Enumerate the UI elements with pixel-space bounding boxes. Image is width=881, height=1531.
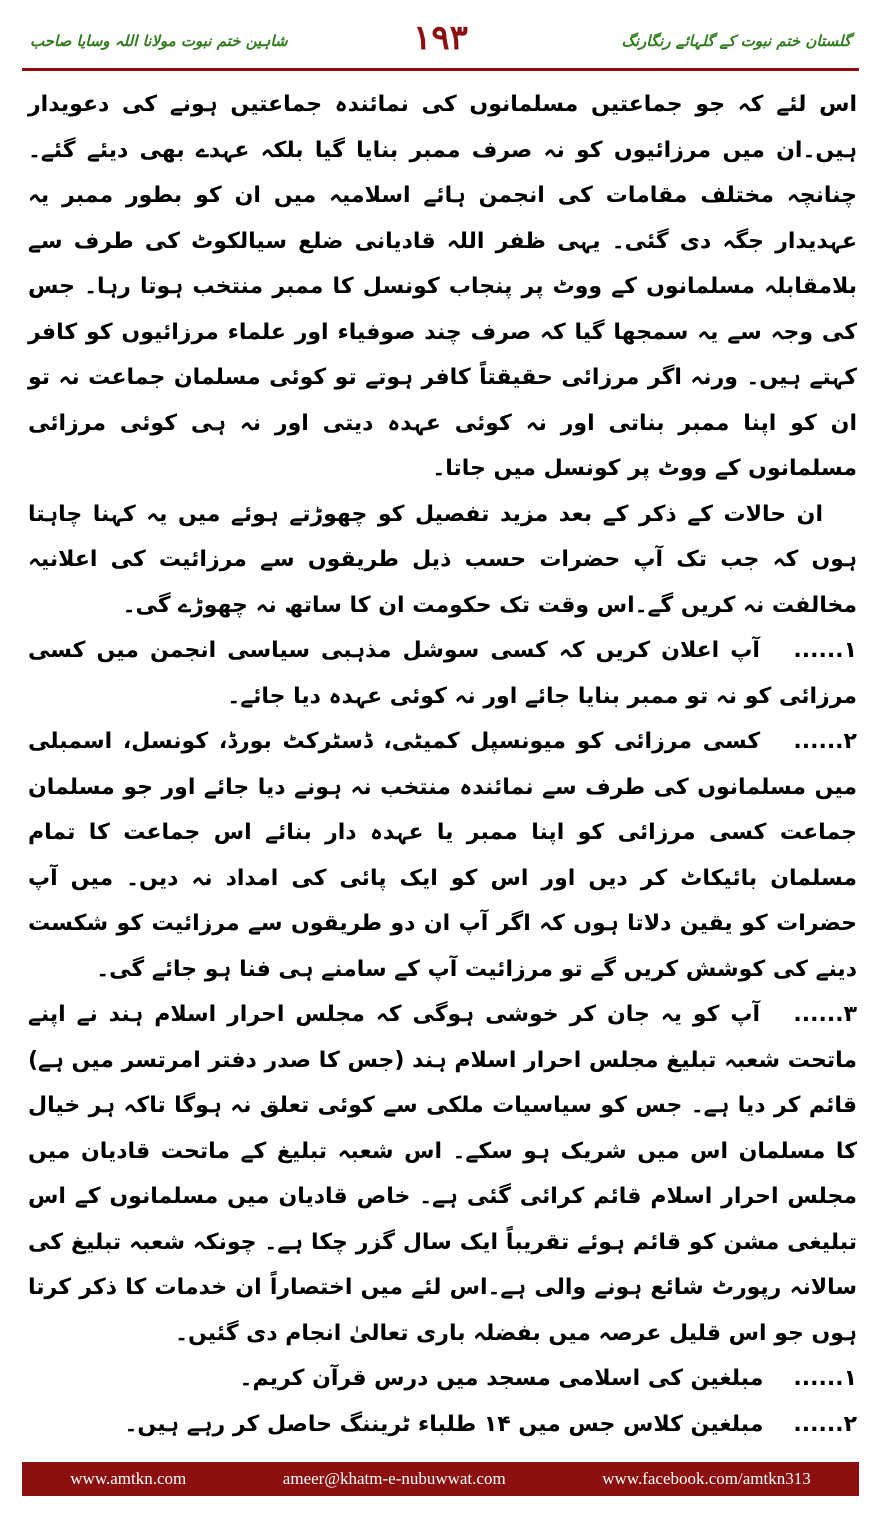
sub-list-item — [28, 1356, 857, 1402]
sub-list-item-number: ۲...... — [793, 1411, 857, 1437]
facebook-link[interactable]: www.facebook.com/amtkn313 — [602, 1469, 811, 1488]
sub-list-item — [28, 1402, 857, 1448]
list-item — [28, 628, 857, 719]
page-header — [22, 14, 859, 66]
header-divider — [22, 68, 859, 71]
list-item-number: ۳...... — [793, 1002, 857, 1027]
author-name: شاہین ختم نبوت مولانا اللہ وسایا صاحب — [30, 32, 288, 50]
book-title: گلستان ختم نبوت کے گلہائے رنگارنگ — [621, 32, 851, 50]
sub-list-item-text: مبلغین کی اسلامی مسجد میں درس قرآن کریم۔ — [239, 1366, 764, 1391]
page-footer — [22, 1462, 859, 1496]
list-item-number: ۱...... — [793, 638, 857, 663]
list-item — [28, 719, 857, 992]
paragraph: ان حالات کے ذکر کے بعد مزید تفصیل کو چھوڑتے ہوئے میں یہ کہنا چاہتا ہوں کہ جب تک آپ حضرات حسب ذیل طریقوں سے مرزائیت کی اعلانیہ مخالفت نہ کریں گے۔اس وقت تک حکومت ان کا ساتھ نہ چھوڑے گی۔ — [28, 501, 857, 618]
list-item — [28, 992, 857, 1356]
list-item-text: کسی مرزائی کو میونسپل کمیٹی، ڈسٹرکٹ بورڈ، کونسل، اسمبلی میں مسلمانوں کی طرف سے نمائندہ منتخب نہ ہونے دیا جائے اور جو مسلمان جماعت کسی مرزائی کو اپنا ممبر یا عہدہ دار بنائے اس جماعت کا تمام مسلمان بائیکاٹ کر دیں اور اس کو ایک پائی کی امداد نہ دیں۔ میں آپ حضرات کو یقین دلاتا ہوں کہ اگر آپ ان دو طریقوں سے مرزائیت کو شکست دینے کی کوشش کریں گے تو مرزائیت آپ کے سامنے ہی فنا ہو جائے گی۔ — [28, 729, 857, 982]
list-item-text: آپ کو یہ جان کر خوشی ہوگی کہ مجلس احرار اسلام ہند نے اپنے ماتحت شعبہ تبلیغ مجلس احرار اسلام ہند (جس کا صدر دفتر امرتسر میں ہے) قائم کر دیا ہے۔ جس کو سیاسیات ملکی سے کوئی تعلق نہ ہوگا تاکہ ہر خیال کا مسلمان اس میں شریک ہو سکے۔ اس شعبہ تبلیغ کے ماتحت قادیان میں مجلس احرار اسلام قائم کرائی گئی ہے۔ خاص قادیان میں مسلمانوں کے اس تبلیغی مشن کو قائم ہوئے تقریباً ایک سال گزر چکا ہے۔ چونکہ شعبہ تبلیغ کی سالانہ رپورٹ شائع ہونے والی ہے۔اس لئے میں اختصاراً ان خدمات کا ذکر کرتا ہوں جو اس قلیل عرصہ میں بفضلہ باری تعالیٰ انجام دی گئیں۔ — [28, 1002, 857, 1346]
page-body — [28, 82, 857, 1447]
sub-list-item-text: مبلغین کلاس جس میں ۱۴ طلباء ٹریننگ حاصل کر رہے ہیں۔ — [124, 1411, 764, 1437]
sub-list-item-number: ۱...... — [793, 1366, 857, 1391]
email-link[interactable]: ameer@khatm-e-nubuwwat.com — [282, 1469, 506, 1488]
paragraph: اس لئے کہ جو جماعتیں مسلمانوں کی نمائندہ جماعتیں ہونے کی دعویدار ہیں۔ان میں مرزائیوں کو نہ صرف ممبر بنایا گیا بلکہ عہدے بھی دیئے گئے۔ چنانچہ مختلف مقامات کی انجمن ہائے اسلامیہ میں ان کو بطور ممبر یہ عہدیدار جگہ دی گئی۔ یہی ظفر اللہ قادیانی ضلع سیالکوٹ کی طرف سے بلامقابلہ مسلمانوں کے ووٹ پر پنجاب کونسل کا ممبر منتخب ہوتا رہا۔ جس کی وجہ سے یہ سمجھا گیا کہ صرف چند صوفیاء اور علماء مرزائیوں کو کافر کہتے ہیں۔ ورنہ اگر مرزائی حقیقتاً کافر ہوتے تو کوئی مسلمان جماعت نہ تو ان کو اپنا ممبر بناتی اور نہ کوئی عہدہ دیتی اور نہ ہی کوئی مرزائی مسلمانوں کے ووٹ پر کونسل میں جاتا۔ — [28, 92, 857, 481]
page-number: ۱۹۳ — [413, 18, 468, 58]
list-item-text: آپ اعلان کریں کہ کسی سوشل مذہبی سیاسی انجمن میں کسی مرزائی کو نہ تو ممبر بنایا جائے اور نہ کوئی عہدہ دیا جائے۔ — [28, 638, 857, 709]
website-link[interactable]: www.amtkn.com — [70, 1469, 187, 1488]
list-item-number: ۲...... — [793, 729, 857, 754]
